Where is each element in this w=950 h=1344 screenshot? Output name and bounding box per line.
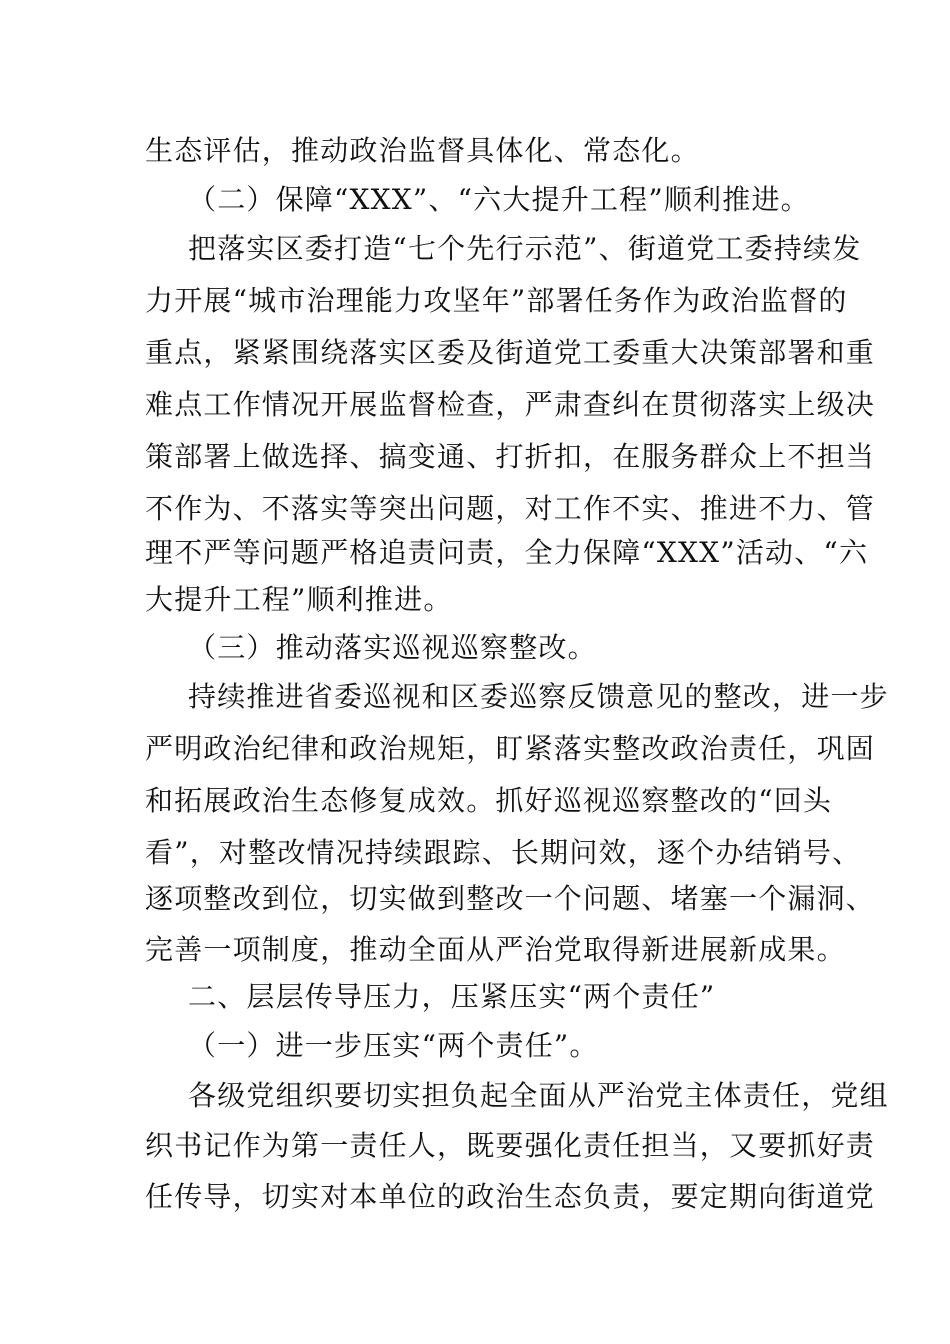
paragraph-first-line: 持续推进省委巡视和区委巡察反馈意见的整改，进一步 xyxy=(188,680,889,713)
body-text-line: 完善一项制度，推动全面从严治党取得新进展新成果。 xyxy=(145,933,846,966)
paragraph-first-line: 各级党组织要切实担负起全面从严治党主体责任，党组 xyxy=(188,1079,889,1112)
section-heading: （三）推动落实巡视巡察整改。 xyxy=(188,631,597,664)
body-text-line: 策部署上做选择、搞变通、打折扣，在服务群众上不担当 xyxy=(145,440,876,473)
body-text-line: 织书记作为第一责任人，既要强化责任担当，又要抓好责 xyxy=(145,1129,876,1162)
body-text-line: 不作为、不落实等突出问题，对工作不实、推进不力、管 xyxy=(145,492,876,525)
body-text-line: 严明政治纪律和政治规矩，盯紧落实整改政治责任，巩固 xyxy=(145,732,876,765)
body-text-line: 理不严等问题严格追责问责，全力保障“XXX”活动、“六 xyxy=(145,536,869,569)
body-text-line: 看”，对整改情况持续跟踪、长期问效，逐个办结销号、 xyxy=(145,836,862,869)
paragraph-first-line: 把落实区委打造“七个先行示范”、街道党工委持续发 xyxy=(188,232,862,265)
body-text-line: 逐项整改到位，切实做到整改一个问题、堵塞一个漏洞、 xyxy=(145,882,876,915)
body-text-line: 和拓展政治生态修复成效。抓好巡视巡察整改的“回头 xyxy=(145,784,833,817)
body-text-line: 大提升工程”顺利推进。 xyxy=(145,583,453,616)
body-text-line: 重点，紧紧围绕落实区委及街道党工委重大决策部署和重 xyxy=(145,336,876,369)
section-heading: （一）进一步压实“两个责任”。 xyxy=(188,1029,599,1062)
body-text-line: 力开展“城市治理能力攻坚年”部署任务作为政治监督的 xyxy=(145,284,848,317)
chapter-heading: 二、层层传导压力，压紧压实“两个责任” xyxy=(188,980,716,1013)
section-heading: （二）保障“XXX”、“六大提升工程”顺利推进。 xyxy=(188,183,810,216)
body-text-line: 难点工作情况开展监督检查，严肃查纠在贯彻落实上级决 xyxy=(145,388,876,421)
body-text-line: 任传导，切实对本单位的政治生态负责，要定期向街道党 xyxy=(145,1180,876,1213)
body-text-line: 生态评估，推动政治监督具体化、常态化。 xyxy=(145,134,700,167)
